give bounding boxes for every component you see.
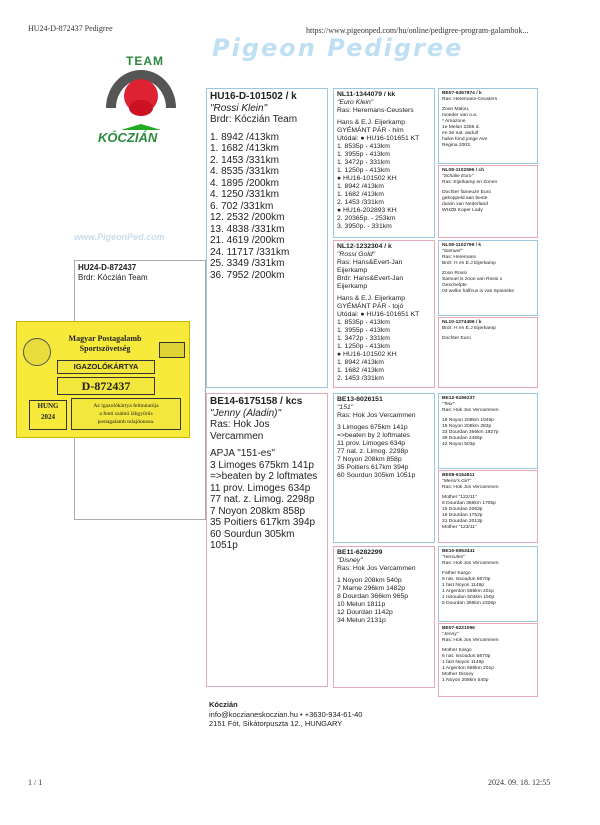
sire-box: [206, 88, 328, 388]
g2-line: gekoppeld aan beste: [442, 196, 488, 201]
g7-line: 5 Dourdan 366km 2326p: [442, 601, 496, 606]
great-grandparent-box-8: [438, 623, 538, 697]
g3-breeder-2: Brdr: H en E.J Eijerkamp: [442, 261, 496, 266]
dam-breeder: Ras: Hok Jos Vercammen: [210, 419, 270, 442]
dd-line: 1 Noyon 208km 540p: [337, 577, 402, 584]
g1-line: moeder van o.a.: [442, 113, 478, 118]
ds-line: 7 Noyon 208km 858p: [337, 456, 402, 463]
ss-line: 1. 1250p - 413km: [337, 167, 390, 174]
dam-result: 77 nat. z. Limog. 2298p: [210, 494, 315, 505]
dam-results: [210, 460, 324, 552]
dam-box: [206, 393, 328, 687]
sd-line: 1. 1250p - 413km: [337, 343, 390, 350]
ss-line: 3. 3950p. - 331km: [337, 223, 392, 230]
dam-result: =>beaten by 2 loftmates: [210, 471, 318, 482]
subject-ring: HU24-D-872437: [78, 263, 137, 272]
dd-lines: [337, 577, 431, 625]
sire-result: 25. 3349 /331km: [210, 258, 285, 269]
g7-line: 1 fast Noyon 1149p: [442, 583, 485, 588]
g8-name: "Jenny": [442, 632, 459, 637]
g2-line: duivin van Nederland: [442, 202, 488, 207]
ds-name: "151": [337, 404, 354, 411]
great-grandparent-box-3: [438, 240, 538, 316]
g3-line: 03 welke halfzus is van Spinneke: [442, 289, 515, 294]
ds-lines: [337, 424, 431, 480]
sire-sire-box: [333, 88, 435, 238]
sd-breeder-2: Brdr: Hans&Evert-Jan Eijerkamp: [337, 275, 404, 290]
pigeon-body-icon: [129, 100, 153, 116]
card-ring: D-872437: [57, 377, 155, 395]
dam-ring: BE14-6175158 / kcs: [210, 396, 303, 407]
ss-line: 2. 20365p. - 253km: [337, 215, 396, 222]
sd-line: Utódai: ● HU16-101651 KT: [337, 311, 420, 318]
card-note-box: [71, 398, 181, 430]
sd-breeder: Ras: Hans&Evert-Jan Eijerkamp: [337, 259, 403, 274]
sd-line: GYÉMÁNT PÁR - tojó: [337, 303, 404, 310]
ds-line: 11 prov. Limoges 634p: [337, 440, 406, 447]
sire-result: 4. 8535 /331km: [210, 166, 279, 177]
g3-name: "Samuel": [442, 249, 463, 254]
brand-title: Pigeon Pedigree: [212, 34, 464, 62]
sire-results: [210, 132, 324, 282]
card-org-line2: Sportszövetség: [79, 344, 131, 353]
great-grandparent-box-2: [438, 165, 538, 238]
print-date: 2024. 09. 18. 12:55: [488, 778, 551, 787]
ss-breeder: Ras: Heremans-Ceusters: [337, 107, 414, 114]
ds-line: 60 Sourdun 305km 1051p: [337, 472, 416, 479]
g4-ring: NL10-1274496 / k: [442, 320, 482, 325]
g5-line: 18 Noyon 208km 1049p: [442, 418, 494, 423]
sd-line: 1. 3472p - 331km: [337, 335, 390, 342]
ss-lines: [337, 119, 431, 231]
dd-breeder: Ras: Hok Jos Vercammen: [337, 565, 416, 572]
g6-line: 21 Dourdan 2013p: [442, 519, 483, 524]
document-title: HU24-D-872437 Pedigree: [28, 24, 113, 33]
g8-line: 1 Noyon 208km 540p: [442, 678, 489, 683]
g5-ring: BE12-6196237: [442, 396, 475, 401]
dam-name: "Jenny (Aladin)": [210, 407, 282, 419]
ss-line: GYÉMÁNT PÁR - hím: [337, 127, 404, 134]
g5-line: 39 Dourdan 2465p: [442, 436, 483, 441]
sd-ring: NL12-1232304 / k: [337, 243, 392, 250]
card-banner: IGAZOLÓKÁRTYA: [57, 360, 155, 374]
ds-line: 3 Limoges 675km 141p: [337, 424, 408, 431]
ds-ring: BE13-6026151: [337, 396, 383, 403]
great-grandparent-box-4: [438, 317, 538, 388]
dam-result: 35 Poitiers 617km 394p: [210, 517, 316, 528]
sire-result: 2. 1453 /331km: [210, 154, 279, 166]
card-year: 2024: [41, 413, 55, 421]
g1-line: 1e Melun 2256 d.: [442, 125, 480, 130]
ss-ring: NL11-1344079 / kk: [337, 91, 396, 98]
g4-breeder: Brdr: H en E.J Eijerkamp: [442, 326, 496, 331]
g8-ring: BE07-6221096: [442, 626, 475, 631]
great-grandparent-box-5: [438, 393, 538, 469]
g6-line: Mother "122/11": [442, 495, 477, 500]
sd-name: "Rossi Gold": [337, 251, 376, 258]
g5-name: "Teix": [442, 402, 455, 407]
ss-line: 1. 1682 /413km: [337, 191, 384, 198]
g7-line: 1 Argenton 555km 201p: [442, 589, 494, 594]
g5-line: 15 Noyon 208km 283p: [442, 424, 492, 429]
ss-line: ● HU16-101502 KH: [337, 175, 397, 182]
ss-name: "Euro Klein": [337, 99, 374, 106]
ss-line: 2. 1453 /331km: [337, 199, 384, 206]
g5-breeder: Ras: Hok Jos Vercammen: [442, 408, 499, 413]
dd-name: "Disney": [337, 557, 363, 564]
page-number: 1 / 1: [28, 778, 43, 787]
g7-line: 6 nat. Issoudun 5670p: [442, 577, 491, 582]
g6-line: 15 Dourdan 1752p: [442, 513, 483, 518]
great-grandparent-box-7: [438, 546, 538, 622]
page-url: https://www.pigeonped.com/hu/online/pedigree-program-galambok...: [306, 26, 529, 35]
g8-line: Mother Kargo: [442, 648, 472, 653]
ds-line: =>beaten by 2 loftmates: [337, 432, 410, 439]
watermark: www.PigeonPed.com: [74, 232, 165, 242]
g1-line: en 3e nat. asduif: [442, 131, 479, 136]
ss-line: Hans & E.J. Eijerkamp: [337, 119, 405, 126]
card-note-1: Az igazolókártya felmutatója: [93, 403, 159, 409]
g1-line: * Amazone: [442, 119, 466, 124]
g8-line: 6 nat. Issoudun 5670p: [442, 654, 491, 659]
g2-line: Dochter fameuze Euro: [442, 190, 491, 195]
g1-ring: BE07-6367874 / k: [442, 91, 482, 96]
sire-dam-box: [333, 240, 435, 388]
sire-result: 1. 8942 /413km: [210, 131, 279, 143]
g3-line: Geschelpte: [442, 283, 467, 288]
g2-name: "Schalie Euro": [442, 174, 474, 179]
dam-dam-box: [333, 546, 435, 688]
sire-ring: HU16-D-101502 / k: [210, 91, 297, 102]
g8-line: 1 Argenton 555km 201p: [442, 666, 494, 671]
dd-ring: BE11-6282299: [337, 549, 383, 556]
dd-line: 8 Dourdan 366km 965p: [337, 593, 409, 600]
logo-top-text: TEAM: [126, 54, 164, 68]
sd-lines: [337, 295, 431, 383]
g6-ring: BE08-6154811: [442, 473, 475, 478]
dd-line: 7 Marne 296km 1482p: [337, 585, 406, 592]
card-country-box: [29, 400, 67, 430]
sd-line: 1. 8942 /413km: [337, 359, 384, 366]
g7-line: 1 Issoudun 504km 150p: [442, 595, 495, 600]
sd-line: 1. 1682 /413km: [337, 367, 384, 374]
g6-breeder: Ras: Hok Jos Vercammen: [442, 485, 499, 490]
owner-footer: [209, 700, 529, 729]
sire-breeder: Brdr: Kóczián Team: [210, 114, 298, 125]
sire-result: 6. 702 /331km: [210, 200, 274, 212]
pigeon-emblem-icon: [159, 342, 185, 358]
g4-line: Dochter Euro: [442, 336, 471, 341]
federation-seal-icon: [23, 338, 51, 366]
card-org-line1: Magyar Postagalamb: [68, 334, 142, 343]
sire-result: 1. 1682 /413km: [210, 143, 279, 154]
g3-line: Zoon Rossi: [442, 271, 467, 276]
g8-line: 1 fast Noyon 1149p: [442, 660, 485, 665]
dd-line: 10 Melun 1811p: [337, 601, 386, 608]
dam-father-note: APJA "151-es": [210, 448, 275, 459]
ss-line: 1. 8942 /413km: [337, 183, 384, 190]
dam-result: 60 Sourdun 305km: [210, 528, 295, 540]
card-note-2: a fenti számú lábgyűrűs: [99, 411, 153, 417]
sire-result: 36. 7952 /200km: [210, 269, 285, 281]
sd-line: Hans & E.J. Eijerkamp: [337, 295, 405, 302]
ss-line: 1. 3955p - 413km: [337, 151, 390, 158]
ss-line: 1. 8535p - 413km: [337, 143, 390, 150]
g1-breeder: Ras: Heremans-Ceusters: [442, 97, 498, 102]
great-grandparent-box-1: [438, 88, 538, 164]
g5-line: 42 Noyon 503p: [442, 442, 476, 447]
sd-line: 1. 8535p - 413km: [337, 319, 390, 326]
ds-breeder: Ras: Hok Jos Vercammen: [337, 412, 416, 419]
id-card: [16, 321, 190, 438]
logo-bottom-text: KÓCZIÁN: [98, 130, 158, 145]
ss-line: ● HU16-202893 KH: [337, 207, 397, 214]
sire-result: 12. 2532 /200km: [210, 212, 285, 223]
sire-result: 24. 11717 /331km: [210, 246, 290, 258]
footer-address: 2151 Fót, Sikátorpuszta 12., HUNGARY: [209, 719, 343, 728]
ss-line: 1. 3472p - 331km: [337, 159, 390, 166]
card-note-3: postagalamb tulajdonosa.: [97, 419, 155, 425]
sire-result: 4. 1250 /331km: [210, 189, 279, 200]
g3-breeder: Ras: Heremans: [442, 255, 476, 260]
ss-line: Utódai: ● HU16-101651 KT: [337, 135, 420, 142]
g7-breeder: Ras: Hok Jos Vercammen: [442, 561, 499, 566]
g2-line: WHZB Koper Lady: [442, 208, 483, 213]
g8-line: Mother Disney: [442, 672, 474, 677]
g8-breeder: Ras: Hok Jos Vercammen: [442, 638, 499, 643]
sire-result: 21. 4619 /200km: [210, 235, 285, 246]
g6-line: 8 Dourdan 366km 1705p: [442, 501, 496, 506]
team-logo: [96, 48, 186, 153]
g7-name: "Hercules": [442, 555, 465, 560]
g3-line: Samuel is zoon van Rossi x: [442, 277, 503, 282]
g6-line: Mother "123/11": [442, 525, 477, 530]
sire-result: 13. 4838 /331km: [210, 223, 285, 235]
sd-line: ● HU16-101502 KH: [337, 351, 397, 358]
g1-line: halve fond jonge Ave: [442, 137, 488, 142]
dam-result: 3 Limoges 675km 141p: [210, 459, 314, 471]
dd-line: 34 Melun 2131p: [337, 617, 386, 624]
ds-line: 77 nat. z. Limog. 2298p: [337, 448, 409, 455]
card-country: HUNG: [37, 402, 59, 410]
ds-line: 35 Poitiers 617km 394p: [337, 464, 409, 471]
dd-line: 12 Dourdan 1142p: [337, 609, 393, 616]
g1-line: Zoon Malou,: [442, 107, 470, 112]
g2-breeder: Ras: Eijerkamp en Zonen: [442, 180, 498, 185]
dam-result: 7 Noyon 208km 858p: [210, 505, 306, 517]
sd-line: 1. 3955p - 413km: [337, 327, 390, 334]
g2-ring: NL08-1102596 / ch: [442, 168, 485, 173]
g7-ring: BE10-6053441: [442, 549, 475, 554]
g3-ring: NL08-1102799 / k: [442, 243, 482, 248]
dam-result: 11 prov. Limoges 634p: [210, 482, 311, 494]
g6-name: "Messi's Girl": [442, 479, 471, 484]
footer-contact: info@koczianeskoczian.hu • +3630-934-61-40: [209, 709, 363, 719]
sd-line: 2. 1453 /331km: [337, 375, 384, 382]
sire-name: "Rossi Klein": [210, 102, 268, 114]
sire-result: 4. 1895 /200km: [210, 177, 279, 189]
g7-line: Father Kargo: [442, 571, 471, 576]
dam-result: 1051p: [210, 540, 238, 551]
great-grandparent-box-6: [438, 470, 538, 543]
footer-name: Kóczián: [209, 700, 238, 709]
g5-line: 33 Dourdan 366km 1927p: [442, 430, 499, 435]
g6-line: 15 Dourdan 2063p: [442, 507, 483, 512]
subject-breeder: Brdr: Kóczián Team: [78, 273, 148, 282]
g1-line: Regina 2003.: [442, 143, 472, 148]
dam-sire-box: [333, 393, 435, 543]
